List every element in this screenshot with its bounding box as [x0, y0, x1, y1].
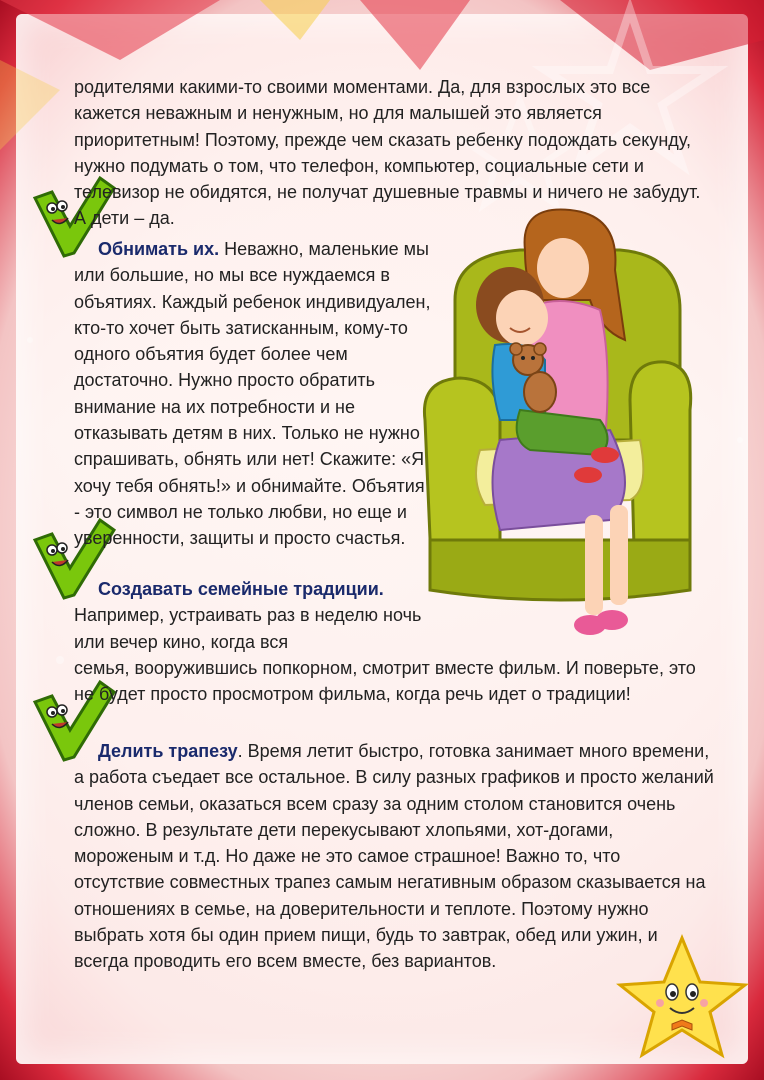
- paragraph-traditions-lead-text: Например, устраивать раз в неделю ночь или вечер кино, когда вся: [74, 605, 422, 652]
- paragraph-traditions-body: семья, вооружившись попкорном, смотрит вместе фильм. И поверьте, это не будет просто просмотром фильма, когда речь идет о традиции!: [74, 657, 696, 705]
- paragraph-intro: родителями какими-то своими моментами. Да, для взрослых это все кажется неважным и ненужным, но для малышей это является приоритетным! Поэтому, прежде чем сказать ребенку подождать секунду, нужно подумать о том, что телефон, компьютер, социальные сети и телевизор не обидятся, не получат душевные травмы и ничего не забудут. А дети – да.: [74, 77, 701, 229]
- paragraph-hugging-body: Неважно, маленькие мы или большие, но мы все нуждаемся в объятиях. Каждый ребенок индивидуален, кто-то хочет быть затисканным, кому-то одного объятия будет более чем достаточно. Нужно просто обратить внимание на их потребности и не отказывать детям в них. Только не нужно спрашивать, обнять или нет! Скажите: «Я хочу тебя обнять!» и обнимайте. Объятия - это символ не только любви, но еще и уверенности, защиты и просто счастья.: [74, 239, 431, 549]
- paragraph-meals-body: . Время летит быстро, готовка занимает много времени, а работа съедает все остальное. В силу разных графиков и просто желаний членов семьи, оказаться всем сразу за одним столом становится очень сложно. В результате дети перекусывают хлопьями, хот-догами, мороженым и т.д. Но даже не это самое страшное! Важно то, что отсутствие совместных трапез самым негативным образом сказывается на отношениях в семье, на доверительности и теплоте. Поэтому нужно выбрать хотя бы один прием пищи, будь то завтрак, обед или ужин, и всегда проводить его всем вместе, без вариантов.: [74, 741, 714, 972]
- paragraph-traditions: [74, 576, 714, 707]
- paragraph-hugging: [74, 236, 434, 552]
- heading-meals: Делить трапезу: [98, 741, 238, 761]
- paragraph-traditions-lead: [74, 576, 429, 655]
- paragraph-meals: [74, 738, 714, 975]
- heading-traditions: Создавать семейные традиции.: [98, 579, 384, 599]
- heading-hugging: Обнимать их.: [98, 239, 220, 259]
